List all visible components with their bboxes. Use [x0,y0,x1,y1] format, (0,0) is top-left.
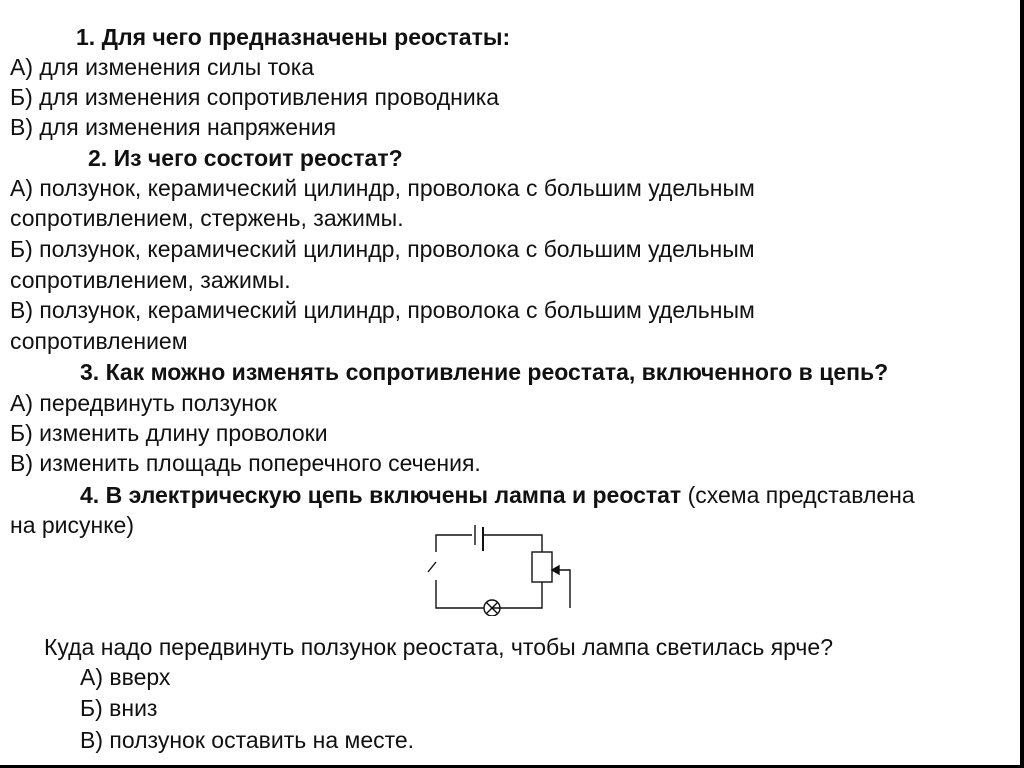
question-4-option-a: А) вверх [80,664,171,690]
rheostat-slider-wire [552,570,570,608]
question-2-option-b-line2: сопротивлением, зажимы. [10,267,291,293]
switch-lever [428,562,436,572]
question-1-title: 1. Для чего предназначены реостаты: [76,24,511,50]
rheostat-slider-arrow [552,566,559,574]
wire-bottom-left [436,580,484,608]
question-4-title-line2: на рисунке) [10,512,134,538]
rheostat-body [532,552,552,582]
wire-top-left [436,535,472,552]
question-4-title-rest: (схема представлена [681,482,915,508]
question-3-option-c: В) изменить площадь поперечного сечения. [10,450,481,476]
question-4-title [80,480,915,510]
circuit-diagram [420,510,580,616]
question-2-option-b-line1: Б) ползунок, керамический цилиндр, проволока с большим удельным [10,236,755,262]
question-4-option-c: В) ползунок оставить на месте. [80,727,415,753]
question-2-option-a-line1: А) ползунок, керамический цилиндр, проволока с большим удельным [10,175,755,201]
question-4-prompt: Куда надо передвинуть ползунок реостата, чтобы лампа светилась ярче? [44,634,833,660]
question-1-option-a: А) для изменения силы тока [10,54,315,80]
question-2-option-c-line2: сопротивлением [10,328,188,354]
question-3-title: 3. Как можно изменять сопротивление реостата, включенного в цепь? [80,359,889,385]
question-4-title-bold: 4. В электрическую цепь включены лампа и реостат [80,482,682,508]
question-3-option-a: А) передвинуть ползунок [10,390,277,416]
question-4-option-b: Б) вниз [80,695,158,721]
question-2-option-c-line1: В) ползунок, керамический цилиндр, проволока с большим удельным [10,297,755,323]
question-2-title: 2. Из чего состоит реостат? [88,145,403,171]
wire-top-right [483,535,542,552]
question-1-option-b: Б) для изменения сопротивления проводника [10,84,500,110]
question-1-option-c: В) для изменения напряжения [10,114,337,140]
question-2-option-a-line2: сопротивлением, стержень, зажимы. [10,205,404,231]
question-3-option-b: Б) изменить длину проволоки [10,420,328,446]
